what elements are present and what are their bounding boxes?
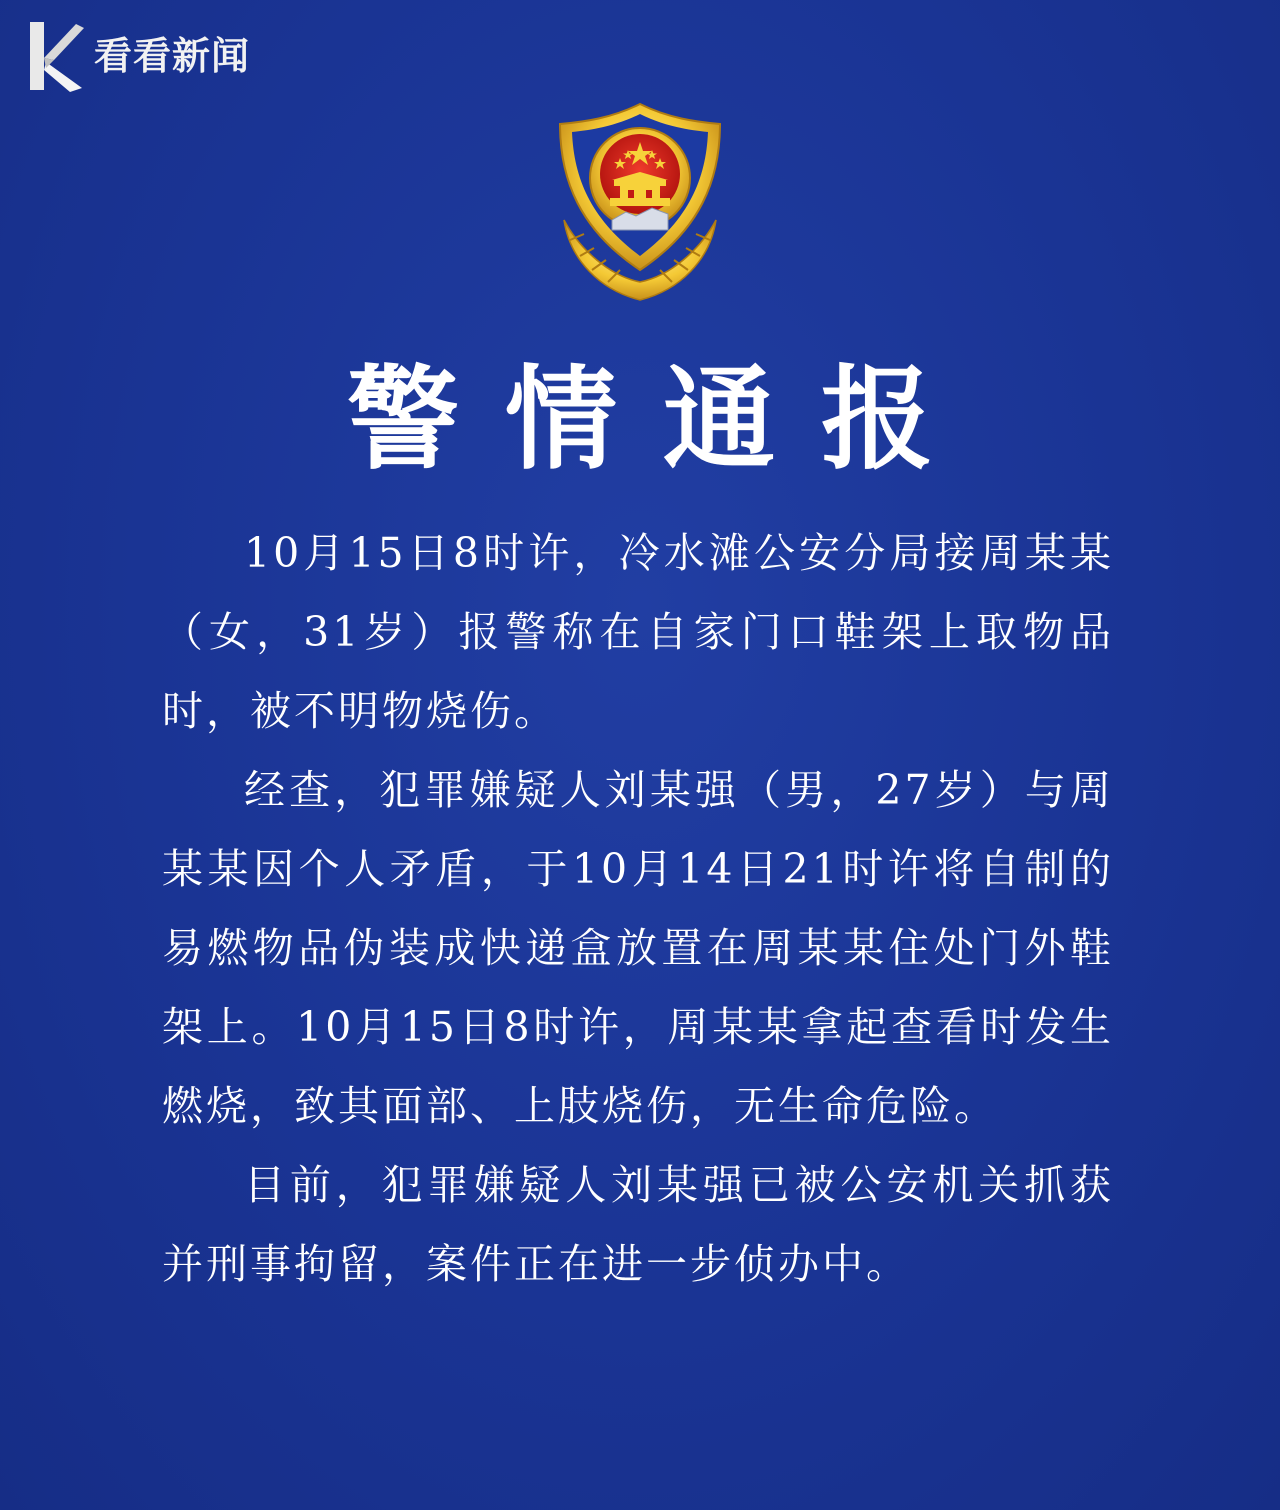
page-title: 警情通报 [347,354,979,485]
paragraph-investigation: 经查，犯罪嫌疑人刘某强（男，27岁）与周某某因个人矛盾，于10月14日21时许将自制的易燃物品伪装成快递盒放置在周某某住处门外鞋架上。10月15日8时许，周某某拿起查看时发生燃烧，致其面部、上肢烧伤，无生命危险。 [162,766,1114,1130]
watermark [24,18,250,94]
paragraph-status: 目前，犯罪嫌疑人刘某强已被公安机关抓获并刑事拘留，案件正在进一步侦办中。 [162,1161,1114,1288]
watermark-text: 看看新闻 [94,34,251,78]
paragraph-report: 10月15日8时许，冷水滩公安分局接周某某（女，31岁）报警称在自家门口鞋架上取物品时，被不明物烧伤。 [162,529,1114,735]
notice-body [162,514,1114,1304]
police-badge-icon [540,100,740,308]
kankan-news-logo-icon [24,18,88,94]
